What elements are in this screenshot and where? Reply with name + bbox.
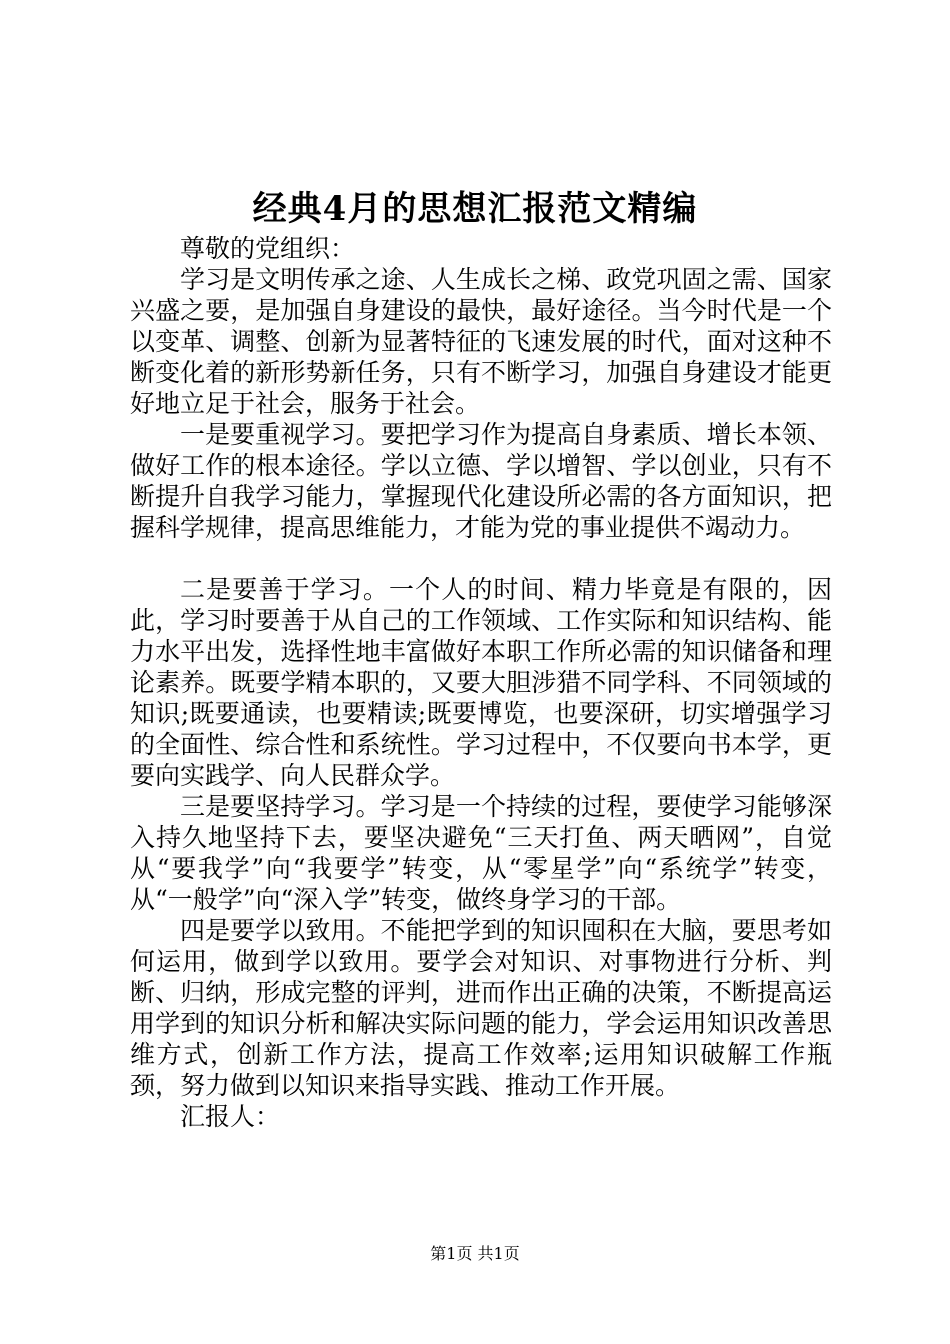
paragraph-intro: 学习是文明传承之途、人生成长之梯、政党巩固之需、国家兴盛之要，是加强自身建设的最快，最好途径。当今时代是一个以变革、调整、创新为显著特征的飞速发展的时代，面对这种不断变化着的新形势新任务，只有不断学习，加强自身建设才能更好地立足于社会，服务于社会。	[130, 265, 832, 418]
paragraph-point-3: 三是要坚持学习。学习是一个持续的过程，要使学习能够深入持久地坚持下去，要坚决避免“三天打鱼、两天晒网”，自觉从“要我学”向“我要学”转变，从“零星学”向“系统学”转变，从“一般学”向“深入学”转变，做终身学习的干部。	[130, 792, 832, 914]
document-title: 经典4月的思想汇报范文精编	[252, 189, 698, 229]
salutation: 尊敬的党组织：	[180, 234, 356, 263]
paragraph-point-2: 二是要善于学习。一个人的时间、精力毕竟是有限的，因此，学习时要善于从自己的工作领域、工作实际和知识结构、能力水平出发，选择性地丰富做好本职工作所必需的知识储备和理论素养。既要学精本职的，又要大胆涉猎不同学科、不同领域的知识;既要通读，也要精读;既要博览，也要深研，切实增强学习的全面性、综合性和系统性。学习过程中，不仅要向书本学，更要向实践学、向人民群众学。	[130, 575, 832, 790]
paragraph-point-4: 四是要学以致用。不能把学到的知识囤积在大脑，要思考如何运用，做到学以致用。要学会对知识、对事物进行分析、判断、归纳，形成完整的评判，进而作出正确的决策，不断提高运用学到的知识分析和解决实际问题的能力，学会运用知识改善思维方式，创新工作方法，提高工作效率;运用知识破解工作瓶颈，努力做到以知识来指导实践、推动工作开展。	[130, 916, 832, 1100]
signature-label: 汇报人：	[180, 1102, 281, 1131]
paragraph-point-1: 一是要重视学习。要把学习作为提高自身素质、增长本领、做好工作的根本途径。学以立德、学以增智、学以创业，只有不断提升自我学习能力，掌握现代化建设所必需的各方面知识，把握科学规律，提高思维能力，才能为党的事业提供不竭动力。	[130, 420, 832, 542]
page-footer: 第1页 共1页	[430, 1244, 520, 1263]
document-body	[130, 233, 832, 1132]
